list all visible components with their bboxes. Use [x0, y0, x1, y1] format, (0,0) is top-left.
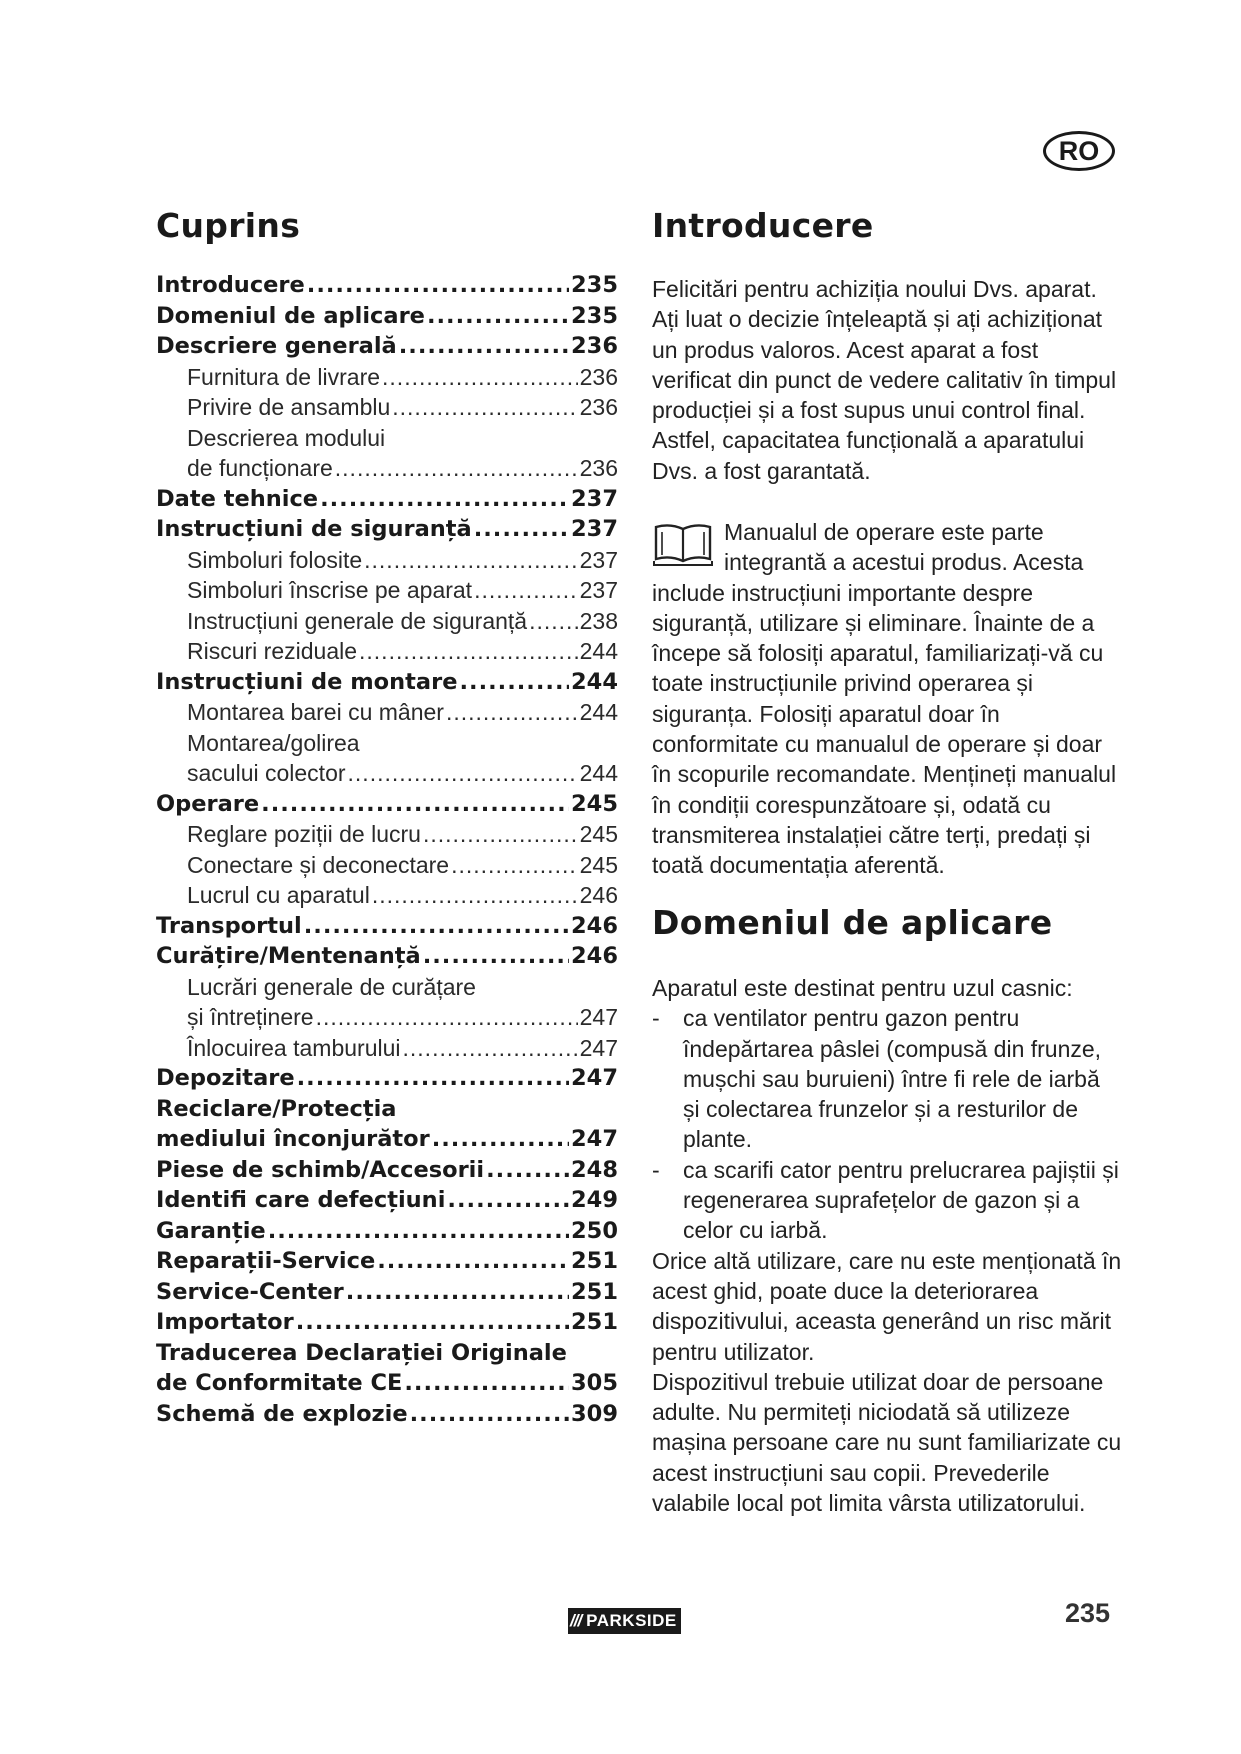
toc-entry-label: Instrucțiuni de montare: [156, 668, 458, 695]
toc-entry-page: 309: [571, 1400, 618, 1427]
toc-entry-label: de funcționare: [187, 455, 333, 481]
logo-slashes: ///: [570, 1611, 582, 1630]
toc-entry: [156, 1340, 618, 1371]
toc-entry: [156, 730, 618, 761]
toc-entry: [156, 1248, 618, 1279]
toc-entry-label: Date tehnice: [156, 485, 319, 512]
toc-entry-label: Introducere: [156, 272, 305, 298]
book-icon: [652, 521, 714, 567]
toc-entry-page: 237: [579, 577, 618, 603]
toc-entry: [156, 1370, 618, 1401]
toc-entry-page: 249: [571, 1187, 618, 1213]
toc-title: Cuprins: [156, 206, 301, 245]
table-of-contents: [156, 272, 618, 1431]
toc-entry-page: 244: [579, 760, 618, 786]
toc-entry-label: Lucrări generale de curățare: [187, 973, 476, 1000]
toc-entry-page: 247: [579, 1004, 618, 1030]
toc-entry-label: Descrierea modului: [187, 424, 386, 451]
toc-entry-label: Operare: [156, 790, 260, 817]
toc-entry: [156, 791, 618, 822]
toc-entry: [156, 333, 618, 364]
language-badge: RO: [1043, 131, 1115, 171]
toc-entry: [156, 882, 618, 913]
toc-entry: [156, 1126, 618, 1157]
toc-entry-label: Curățire/Mentenanță: [156, 943, 421, 969]
toc-entry-page: 235: [571, 272, 618, 298]
toc-entry-label: Montarea barei cu mâner: [187, 699, 444, 725]
toc-leader-dots: [432, 1126, 569, 1152]
toc-leader-dots: [261, 791, 569, 817]
toc-entry-page: 236: [579, 394, 618, 420]
toc-leader-dots: [268, 1218, 569, 1244]
manual-note-text: Manualul de operare este parte integrantă a acestui produs. Acesta include instrucțiuni importante despre siguranță, utilizare și eliminare. Înainte de a începe să folosiți aparatul, familiarizați-vă cu toate instrucțiunile privind operarea și siguranța. Folosiți aparatul doar în conformitate cu manualul de operare și doar în scopurile recomandate. Mențineți manualul în condiții corespunzătoare și, odată cu transmiterea instalației către terți, predați și toată documentația aferentă.: [652, 519, 1117, 879]
toc-leader-dots: [307, 272, 569, 298]
toc-leader-dots: [372, 882, 578, 909]
toc-entry: [156, 1218, 618, 1249]
toc-leader-dots: [446, 699, 578, 726]
toc-entry-label: Reparații-Service: [156, 1248, 376, 1274]
toc-leader-dots: [359, 638, 578, 665]
toc-entry-page: 236: [579, 363, 618, 390]
domain-paragraph: Dispozitivul trebuie utilizat doar de persoane adulte. Nu permiteți niciodată să utilizeze mașina persoane care nu sunt familiarizate cu acest instrucțiuni sau copii. Prevederile valabile local pot limita vârsta utilizatorului.: [652, 1368, 1122, 1517]
toc-entry-page: 251: [571, 1278, 618, 1305]
toc-entry-label: Depozitare: [156, 1065, 295, 1091]
toc-entry-page: 251: [571, 1248, 618, 1274]
toc-entry-label: Reciclare/Protecția: [156, 1095, 397, 1122]
toc-entry: [156, 1065, 618, 1096]
toc-entry: [156, 699, 618, 730]
toc-entry-page: 248: [571, 1156, 618, 1183]
toc-leader-dots: [364, 547, 577, 574]
toc-leader-dots: [427, 303, 569, 329]
toc-leader-dots: [459, 669, 569, 695]
toc-entry-label: Înlocuirea tamburului: [187, 1034, 401, 1061]
toc-entry-label: Domeniul de aplicare: [156, 302, 425, 329]
toc-entry-label: Lucrul cu aparatul: [187, 882, 370, 908]
toc-entry: [156, 1309, 618, 1340]
toc-entry-label: Montarea/golirea: [187, 729, 360, 756]
toc-leader-dots: [296, 1309, 569, 1335]
toc-entry: [156, 303, 618, 334]
toc-entry-page: 250: [571, 1217, 618, 1244]
toc-entry-page: 237: [579, 546, 618, 573]
page-number: 235: [1065, 1598, 1111, 1628]
intro-text: Felicitări pentru achiziția noului Dvs. aparat. Ați luat o decizie înțeleaptă și ați achiziționat un produs valoros. Acest aparat a fost verificat din punct de vedere calitativ în timpul producției și a fost supus unui control final. Astfel, capacitatea funcțională a aparatului Dvs. a fost garantată.: [652, 276, 1117, 484]
toc-entry-page: 247: [579, 1034, 618, 1061]
toc-leader-dots: [304, 913, 569, 939]
toc-entry-label: Transportul: [156, 912, 302, 939]
toc-leader-dots: [392, 394, 577, 421]
toc-entry: [156, 364, 618, 395]
toc-leader-dots: [447, 1187, 569, 1213]
domain-heading: Domeniul de aplicare: [652, 903, 1053, 942]
toc-entry-page: 305: [571, 1370, 618, 1396]
toc-entry-page: 244: [579, 699, 618, 725]
toc-entry: [156, 669, 618, 700]
toc-entry-page: 244: [571, 668, 618, 695]
toc-entry: [156, 852, 618, 883]
toc-entry-page: 237: [571, 516, 618, 542]
toc-leader-dots: [316, 1004, 578, 1031]
toc-entry: [156, 272, 618, 303]
toc-entry-label: Instrucțiuni generale de siguranță: [187, 607, 528, 634]
toc-entry-label: sacului colector: [187, 760, 346, 786]
toc-entry: [156, 577, 618, 608]
toc-entry-label: Importator: [156, 1309, 294, 1335]
toc-entry-label: Simboluri folosite: [187, 546, 363, 573]
list-item: - ca scarifi cator pentru prelucrarea pajiștii și regenerarea suprafețelor de gazon și a celor cu iarbă.: [652, 1156, 1119, 1244]
toc-entry-label: Reglare poziții de lucru: [187, 821, 421, 847]
toc-entry-page: 246: [571, 943, 618, 969]
toc-leader-dots: [403, 1035, 578, 1062]
list-item: - ca ventilator pentru gazon pentru îndepărtarea pâslei (compusă din frunze, mușchi sau buruieni) între fi rele de iarbă și colectarea frunzelor și a resturilor de plante.: [652, 1005, 1102, 1153]
toc-leader-dots: [382, 364, 578, 391]
toc-entry: [156, 913, 618, 944]
toc-leader-dots: [474, 516, 569, 542]
toc-entry: [156, 547, 618, 578]
intro-paragraph: [652, 274, 1122, 486]
toc-leader-dots: [320, 486, 569, 512]
toc-entry-page: 246: [571, 912, 618, 939]
domain-paragraph: Orice altă utilizare, care nu este menționată în acest ghid, poate duce la deteriorarea dispozitivului, aceasta generând un risc mărit pentru utilizator.: [652, 1247, 1122, 1365]
toc-entry-label: Service-Center: [156, 1278, 344, 1305]
toc-entry-label: Instrucțiuni de siguranță: [156, 516, 472, 542]
domain-lead: Aparatul este destinat pentru uzul casnic:: [652, 975, 1073, 1001]
toc-entry: [156, 760, 618, 791]
parkside-logo: [568, 1608, 681, 1634]
toc-leader-dots: [486, 1157, 569, 1183]
toc-entry: [156, 1187, 618, 1218]
toc-entry-label: Riscuri reziduale: [187, 638, 358, 664]
logo-brand: PARKSIDE: [586, 1611, 677, 1630]
toc-entry-page: 246: [579, 882, 618, 908]
toc-entry-page: 245: [571, 790, 618, 817]
toc-entry: [156, 516, 618, 547]
toc-entry-label: de Conformitate CE: [156, 1370, 403, 1396]
toc-entry-label: și întreținere: [187, 1004, 314, 1030]
toc-entry: [156, 1096, 618, 1127]
toc-entry: [156, 486, 618, 517]
toc-entry-page: 237: [571, 485, 618, 512]
toc-entry-page: 251: [571, 1309, 618, 1335]
toc-entry-label: Schemă de explozie: [156, 1400, 408, 1427]
toc-entry: [156, 1004, 618, 1035]
bullet-text: ca scarifi cator pentru prelucrarea pajiștii și regenerarea suprafețelor de gazon și a celor cu iarbă.: [683, 1156, 1119, 1244]
toc-entry-label: Conectare și deconectare: [187, 851, 450, 878]
toc-leader-dots: [423, 943, 569, 969]
toc-leader-dots: [410, 1401, 569, 1427]
toc-entry-page: 236: [571, 333, 618, 359]
toc-entry: [156, 821, 618, 852]
toc-entry: [156, 1279, 618, 1310]
bullet-text: ca ventilator pentru gazon pentru îndepărtarea pâslei (compusă din frunze, mușchi sau buruieni) între fi rele de iarbă și colectarea frunzelor și a resturilor de plante.: [683, 1005, 1102, 1153]
toc-leader-dots: [404, 1370, 569, 1396]
manual-note: [652, 517, 1122, 881]
toc-entry: [156, 455, 618, 486]
toc-entry-page: 244: [579, 638, 618, 664]
toc-entry: [156, 1157, 618, 1188]
toc-leader-dots: [423, 821, 578, 848]
toc-entry: [156, 425, 618, 456]
toc-entry: [156, 1401, 618, 1432]
toc-entry-page: 236: [579, 455, 618, 481]
toc-entry-label: Piese de schimb/Accesorii: [156, 1156, 485, 1183]
toc-entry-label: mediului înconjurător: [156, 1126, 430, 1152]
toc-entry-label: Descriere generală: [156, 333, 397, 359]
toc-leader-dots: [399, 333, 569, 359]
toc-entry: [156, 1035, 618, 1066]
toc-entry: [156, 394, 618, 425]
toc-entry-label: Simboluri înscrise pe aparat: [187, 577, 473, 603]
toc-entry-page: 247: [571, 1126, 618, 1152]
toc-leader-dots: [297, 1065, 569, 1091]
toc-entry-page: 238: [579, 607, 618, 634]
toc-leader-dots: [377, 1248, 569, 1274]
intro-heading: Introducere: [652, 206, 874, 245]
toc-leader-dots: [474, 577, 578, 604]
toc-entry-label: Identifi care defecțiuni: [156, 1187, 446, 1213]
toc-leader-dots: [529, 608, 578, 635]
toc-entry-page: 245: [579, 821, 618, 847]
toc-entry-label: Garanție: [156, 1217, 266, 1244]
toc-entry: [156, 974, 618, 1005]
toc-entry-page: 235: [571, 302, 618, 329]
toc-leader-dots: [348, 760, 578, 787]
domain-section: [652, 973, 1122, 1518]
toc-entry: [156, 943, 618, 974]
toc-entry-page: 247: [571, 1065, 618, 1091]
toc-entry: [156, 608, 618, 639]
toc-entry-page: 245: [579, 851, 618, 878]
toc-entry-label: Furnitura de livrare: [187, 363, 381, 390]
toc-leader-dots: [335, 455, 578, 482]
toc-leader-dots: [451, 852, 578, 879]
toc-entry-label: Traducerea Declarației Originale: [156, 1339, 567, 1366]
toc-entry-label: Privire de ansamblu: [187, 394, 391, 420]
toc-leader-dots: [346, 1279, 569, 1305]
toc-entry: [156, 638, 618, 669]
